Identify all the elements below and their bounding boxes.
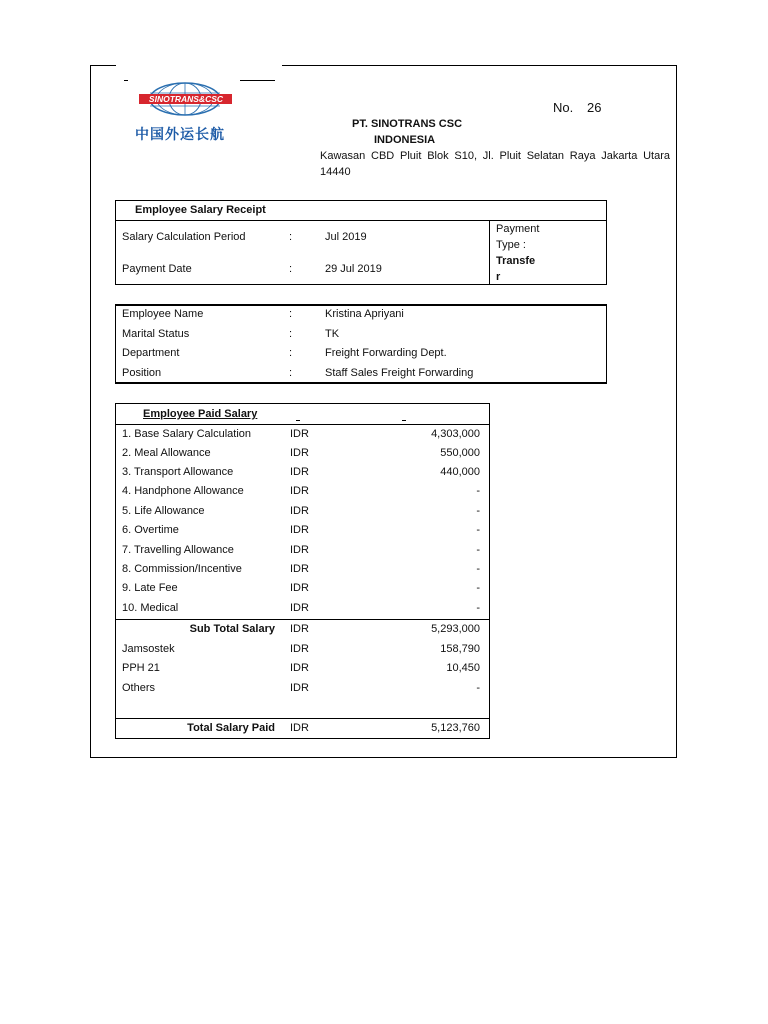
salary-item-label: 5. Life Allowance (122, 505, 205, 517)
salary-item-currency: IDR (290, 447, 309, 459)
salary-item-currency: IDR (290, 505, 309, 517)
salary-item-amount: - (476, 544, 480, 556)
logo-dash-right (240, 80, 275, 81)
payment-type-value-2: r (496, 271, 501, 283)
salary-header-divider (115, 424, 490, 425)
payment-date-value: 29 Jul 2019 (325, 263, 382, 275)
logo-text: SINOTRANS&CSC (148, 94, 224, 104)
company-name: PT. SINOTRANS CSC (352, 118, 463, 130)
deduction-item-amount: 10,450 (446, 662, 480, 674)
salary-item-amount: 440,000 (440, 466, 480, 478)
deduction-item-amount: 158,790 (440, 643, 480, 655)
salary-item-currency: IDR (290, 582, 309, 594)
payment-type-value: Transfe (496, 255, 536, 267)
period-label: Salary Calculation Period (122, 231, 246, 243)
position-value: Staff Sales Freight Forwarding (325, 367, 474, 379)
total-currency: IDR (290, 722, 309, 734)
salary-item-amount: - (476, 505, 480, 517)
salary-item-label: 3. Transport Allowance (122, 466, 234, 478)
subtotal-label: Sub Total Salary (189, 623, 275, 635)
salary-item-currency: IDR (290, 563, 309, 575)
deduction-item-currency: IDR (290, 643, 309, 655)
salary-item-amount: - (476, 563, 480, 575)
frame-gap (116, 62, 282, 68)
deduction-item-label: PPH 21 (122, 662, 160, 674)
deduction-item-currency: IDR (290, 662, 309, 674)
subtotal-amount: 5,293,000 (431, 623, 480, 635)
logo-chinese-text: 中国外运长航 (135, 127, 225, 143)
salary-item-currency: IDR (290, 602, 309, 614)
salary-item-currency: IDR (290, 544, 309, 556)
salary-item-label: 10. Medical (122, 602, 179, 614)
doc-number-value: 26 (587, 100, 602, 115)
total-divider (115, 718, 490, 719)
salary-item-label: 1. Base Salary Calculation (122, 428, 252, 440)
marital-status-value: TK (325, 328, 340, 340)
salary-item-label: 8. Commission/Incentive (122, 563, 242, 575)
deduction-item-amount: - (476, 682, 480, 694)
marital-status-colon: : (289, 328, 293, 340)
salary-item-amount: - (476, 602, 480, 614)
department-label: Department (122, 347, 180, 359)
receipt-divider (115, 220, 607, 221)
logo-dash-left (124, 80, 128, 81)
receipt-title: Employee Salary Receipt (135, 204, 266, 216)
subtotal-divider (115, 619, 490, 620)
doc-number-label: No. (553, 100, 574, 115)
payment-date-label: Payment Date (122, 263, 192, 275)
department-colon: : (289, 347, 293, 359)
salary-item-amount: 550,000 (440, 447, 480, 459)
salary-item-amount: - (476, 582, 480, 594)
salary-item-label: 9. Late Fee (122, 582, 178, 594)
salary-item-amount: 4,303,000 (431, 428, 480, 440)
salary-item-currency: IDR (290, 466, 309, 478)
deduction-item-label: Jamsostek (122, 643, 175, 655)
period-colon: : (289, 231, 293, 243)
position-label: Position (122, 367, 162, 379)
payment-type-label-2: Type : (496, 239, 526, 251)
total-label: Total Salary Paid (187, 722, 275, 734)
employee-name-colon: : (289, 308, 293, 320)
salary-item-amount: - (476, 524, 480, 536)
salary-title: Employee Paid Salary (143, 408, 258, 420)
company-address-zip: 14440 (320, 166, 351, 178)
receipt-column-divider (489, 220, 490, 285)
salary-item-label: 2. Meal Allowance (122, 447, 211, 459)
subtotal-currency: IDR (290, 623, 309, 635)
salary-item-label: 6. Overtime (122, 524, 179, 536)
salary-item-label: 4. Handphone Allowance (122, 485, 244, 497)
company-logo (133, 80, 238, 142)
salary-item-currency: IDR (290, 524, 309, 536)
marital-status-label: Marital Status (122, 328, 190, 340)
salary-item-amount: - (476, 485, 480, 497)
company-country: INDONESIA (374, 134, 436, 146)
total-amount: 5,123,760 (431, 722, 480, 734)
header-dash-1 (296, 420, 300, 421)
position-colon: : (289, 367, 293, 379)
header-dash-2 (402, 420, 406, 421)
salary-item-currency: IDR (290, 485, 309, 497)
payment-type-label: Payment (496, 223, 540, 235)
employee-name-value: Kristina Apriyani (325, 308, 404, 320)
period-value: Jul 2019 (325, 231, 367, 243)
deduction-item-currency: IDR (290, 682, 309, 694)
payment-date-colon: : (289, 263, 293, 275)
salary-item-label: 7. Travelling Allowance (122, 544, 234, 556)
company-address: Kawasan CBD Pluit Blok S10, Jl. Pluit Selatan Raya Jakarta Utara (320, 150, 670, 162)
salary-item-currency: IDR (290, 428, 309, 440)
employee-name-label: Employee Name (122, 308, 204, 320)
deduction-item-label: Others (122, 682, 156, 694)
department-value: Freight Forwarding Dept. (325, 347, 447, 359)
